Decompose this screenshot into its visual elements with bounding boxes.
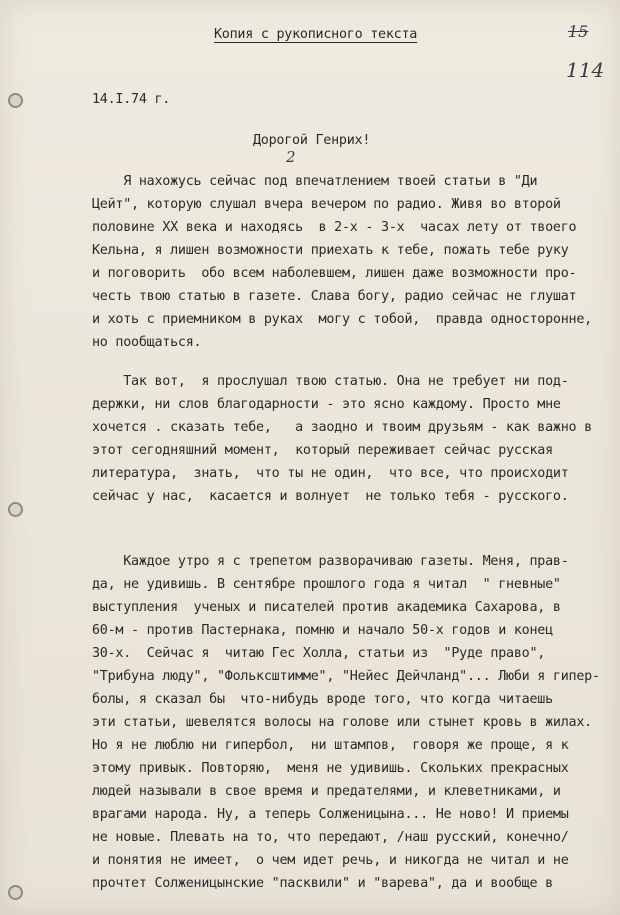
letter-body-line: Кельна, я лишен возможности приехать к тебе, пожать тебе руку — [92, 243, 569, 258]
handwritten-mark: 2 — [286, 148, 296, 166]
letter-body-line: половине XX века и находясь в 2-х - 3-х часах лету от твоего — [92, 220, 577, 235]
letter-body-line: болы, я сказал бы что-нибудь вроде того, что когда читаешь — [92, 692, 553, 707]
letter-body-line: и понятия не имеет, о чем идет речь, и никогда не читал и не — [92, 853, 569, 868]
letter-body-line: Каждое утро я с трепетом разворачиваю газеты. Меня, прав- — [92, 554, 569, 569]
letter-salutation: Дорогой Генрих! — [253, 133, 371, 148]
letter-body-line: врагами народа. Ну, а теперь Солженицына... Не ново! И приемы — [92, 807, 569, 822]
letter-body-line: прочтет Солженицынские "пасквили" и "варева", да и вообще в — [92, 876, 553, 891]
letter-body-line: Так вот, я прослушал твою статью. Она не требует ни под- — [92, 374, 569, 389]
letter-body-line: сейчас у нас, касается и волнует не только тебя - русского. — [92, 489, 569, 504]
letter-body-line: да, не удивишь. В сентябре прошлого года я читал " гневные" — [92, 577, 561, 592]
letter-body-line: и хоть с приемником в руках могу с тобой, правда односторонне, — [92, 312, 592, 327]
punch-hole-icon — [8, 502, 23, 517]
letter-body-line: выступления ученых и писателей против академика Сахарова, в — [92, 600, 561, 615]
letter-body-line: но пообщаться. — [92, 335, 202, 350]
letter-body-line: этому привык. Повторяю, меня не удивишь. Скольких прекрасных — [92, 761, 569, 776]
letter-body-line: литература, знать, что ты не один, что все, что происходит — [92, 466, 569, 481]
letter-body-line: людей называли в свое время и предателями, и клеветниками, и — [92, 784, 561, 799]
letter-body-line: держки, ни слов благодарности - это ясно каждому. Просто мне — [92, 397, 561, 412]
letter-body-line: 60-м - против Пастернака, помню и начало 50-х годов и конец — [92, 623, 553, 638]
letter-body-line: Но я не люблю ни гипербол, ни штампов, говоря же проще, я к — [92, 738, 569, 753]
letter-body-line: эти статьи, шевелятся волосы на голове или стынет кровь в жилах. — [92, 715, 592, 730]
letter-date: 14.I.74 г. — [92, 92, 171, 107]
letter-body-line: этот сегодняшний момент, который переживает сейчас русская — [92, 443, 553, 458]
handwritten-page-number: 114 — [566, 58, 605, 82]
letter-body-line: и поговорить обо всем наболевшем, лишен даже возможности про- — [92, 266, 577, 281]
handwritten-number-crossed: 15 — [568, 22, 589, 41]
punch-hole-icon — [8, 885, 23, 900]
letter-body-line: "Трибуна люду", "Фольксштимме", "Нейес Дейчланд"... Люби я гипер- — [92, 669, 600, 684]
letter-body-line: хочется . сказать тебе, а заодно и твоим друзьям - как важно в — [92, 420, 592, 435]
punch-hole-icon — [8, 93, 23, 108]
letter-body-line: Цейт", которую слушал вчера вечером по радио. Живя во второй — [92, 197, 561, 212]
letter-body-line: 30-х. Сейчас я читаю Гес Холла, статьи из "Руде право", — [92, 646, 546, 661]
letter-body-line: Я нахожусь сейчас под впечатлением твоей статьи в "Ди — [92, 174, 538, 189]
document-title: Копия с рукописного текста — [214, 27, 418, 42]
letter-body-line: не новые. Плевать на то, что передают, /наш русский, конечно/ — [92, 830, 569, 845]
letter-body-line: честь твою статью в газете. Слава богу, радио сейчас не глушат — [92, 289, 577, 304]
